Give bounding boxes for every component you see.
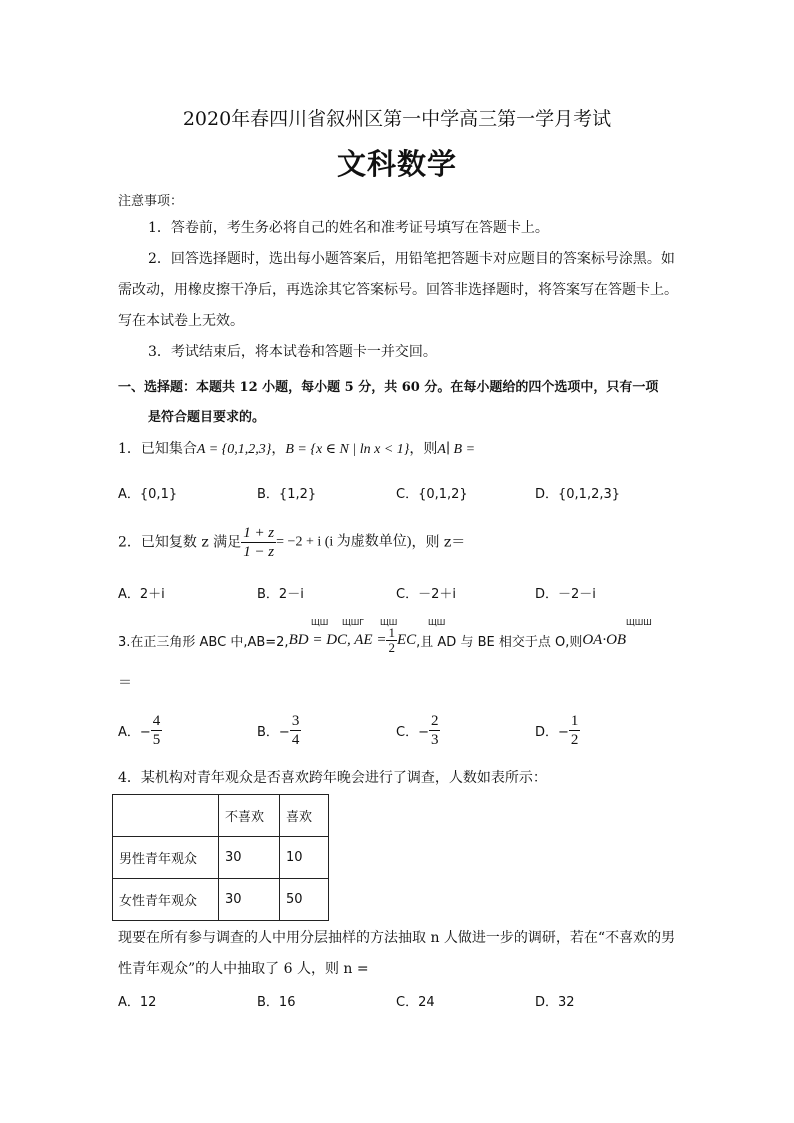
q3-option-d-num: 1: [570, 713, 579, 729]
q3-option-d-label: D．−: [535, 725, 569, 740]
q3-option-a-fraction: [151, 712, 163, 749]
q4-option-a: A．12: [118, 995, 157, 1010]
q1-set-b: B = {x ∈ N | ln x < 1}: [285, 442, 410, 457]
notice-item-2-line-3: 写在本试卷上无效。: [118, 313, 244, 329]
q3-vector-expr-3: OA·OB: [582, 632, 627, 648]
q3-half-fraction: [386, 626, 397, 655]
q2-option-d: D．－2－i: [535, 587, 596, 602]
q3-arrow-mark-3: ЩШ: [380, 618, 398, 627]
notice-item-2-line-1: 2．回答选择题时，选出每小题答案后，用铅笔把答题卡对应题目的答案标号涂黑。如: [148, 251, 675, 267]
q3-vector-expr-2: EC: [396, 632, 417, 648]
table-cell: 10: [280, 837, 329, 879]
q3-option-b: [257, 712, 301, 749]
q2-option-b: B．2－i: [257, 587, 304, 602]
q1-set-a: A = {0,1,2,3}: [196, 442, 272, 457]
q3-option-d-den: 2: [570, 732, 579, 748]
q3-vector-expr-1: BD = DC, AE =: [288, 632, 387, 648]
q2-option-c: C．－2＋i: [396, 587, 456, 602]
table-header-cell: 不喜欢: [219, 795, 280, 837]
table-row: [113, 837, 329, 879]
notice-item-2-line-2: 需改动，用橡皮擦干净后，再选涂其它答案标号。回答非选择题时，将答案写在答题卡上。: [118, 282, 678, 298]
table-cell: 女性青年观众: [113, 879, 219, 921]
q1-option-a: A．{0,1}: [118, 487, 178, 502]
q1-prefix: 1．已知集合: [118, 441, 197, 457]
q3-option-c-fraction: [429, 712, 441, 749]
q3-option-a-den: 5: [152, 732, 161, 748]
q3-arrow-mark-1: ЩШ: [311, 618, 329, 627]
table-header-cell: 喜欢: [280, 795, 329, 837]
table-header-cell: [113, 795, 219, 837]
exam-subject: 文科数学: [336, 147, 457, 181]
question-3-stem: [118, 626, 626, 655]
q4-follow-line-1: 现要在所有参与调查的人中用分层抽样的方法抽取 n 人做进一步的调研，若在“不喜欢的男: [118, 930, 676, 946]
q4-option-c: C．24: [396, 995, 435, 1010]
q3-arrow-mark-5: ЩШШ: [626, 618, 652, 627]
q2-fraction: [241, 524, 276, 561]
q3-option-b-fraction: [290, 712, 302, 749]
q1-expression: A∣ B =: [437, 442, 476, 457]
q4-option-d: D．32: [535, 995, 575, 1010]
q4-option-b: B．16: [257, 995, 296, 1010]
table-cell: 男性青年观众: [113, 837, 219, 879]
q3-option-b-label: B．−: [257, 725, 290, 740]
table-cell: 30: [219, 879, 280, 921]
q3-equals: ＝: [118, 675, 132, 691]
question-2-stem: [118, 524, 465, 561]
q3-option-c: [396, 712, 440, 749]
q2-rhs: = −2 + i (i 为虚数单位): [276, 534, 412, 550]
q2-prefix: 2．已知复数 z 满足: [118, 534, 242, 551]
q3-option-b-num: 3: [291, 713, 300, 729]
q3-option-c-label: C．−: [396, 725, 429, 740]
q1-suffix: ，则: [409, 441, 438, 457]
q1-comma: ，: [271, 441, 286, 457]
notice-item-3: 3．考试结束后，将本试卷和答题卡一并交回。: [148, 344, 437, 360]
q3-half-numerator: 1: [388, 625, 395, 640]
q3-arrow-mark-2: ЩШГ: [342, 618, 365, 627]
q3-option-a-num: 4: [152, 713, 161, 729]
question-1-stem: [118, 441, 475, 458]
q3-middle-text: ,且 AD 与 BE 相交于点 O,则: [416, 635, 583, 650]
q3-half-denominator: 2: [388, 640, 395, 655]
q1-option-d: D．{0,1,2,3}: [535, 487, 621, 502]
q3-option-b-den: 4: [291, 732, 300, 748]
table-row: [113, 879, 329, 921]
table-cell: 30: [219, 837, 280, 879]
notice-item-1: 1．答卷前，考生务必将自己的姓名和准考证号填写在答题卡上。: [148, 220, 549, 236]
table-header-row: [113, 795, 329, 837]
exam-title: 2020年春四川省叙州区第一中学高三第一学月考试: [182, 108, 612, 130]
section-heading-line-1: 一、选择题：本题共 12 小题，每小题 5 分，共 60 分。在每小题给的四个选项中，只有一项: [118, 380, 659, 395]
q2-option-a: A．2＋i: [118, 587, 165, 602]
survey-table: [112, 794, 329, 921]
q3-option-d: [535, 712, 580, 749]
q3-option-a: [118, 712, 162, 749]
q3-prefix: 3.在正三角形 ABC 中,AB=2,: [118, 635, 289, 650]
table-cell: 50: [280, 879, 329, 921]
question-4-stem: 4．某机构对青年观众是否喜欢跨年晚会进行了调查，人数如表所示：: [118, 770, 547, 786]
q1-option-b: B．{1,2}: [257, 487, 317, 502]
q2-fraction-denominator: 1 − z: [243, 544, 275, 560]
q2-fraction-numerator: 1 + z: [243, 525, 275, 541]
q3-option-a-label: A．−: [118, 725, 151, 740]
notice-heading: 注意事项：: [118, 194, 184, 209]
q3-arrow-mark-4: ЩШ: [428, 618, 446, 627]
q1-option-c: C．{0,1,2}: [396, 487, 468, 502]
q3-option-d-fraction: [569, 712, 581, 749]
q4-follow-line-2: 性青年观众”的人中抽取了 6 人，则 n =: [118, 961, 369, 977]
q3-option-c-den: 3: [430, 732, 439, 748]
q3-option-c-num: 2: [430, 713, 439, 729]
q2-suffix: ，则 z＝: [411, 534, 466, 551]
section-heading-line-2: 是符合题目要求的。: [148, 410, 266, 425]
